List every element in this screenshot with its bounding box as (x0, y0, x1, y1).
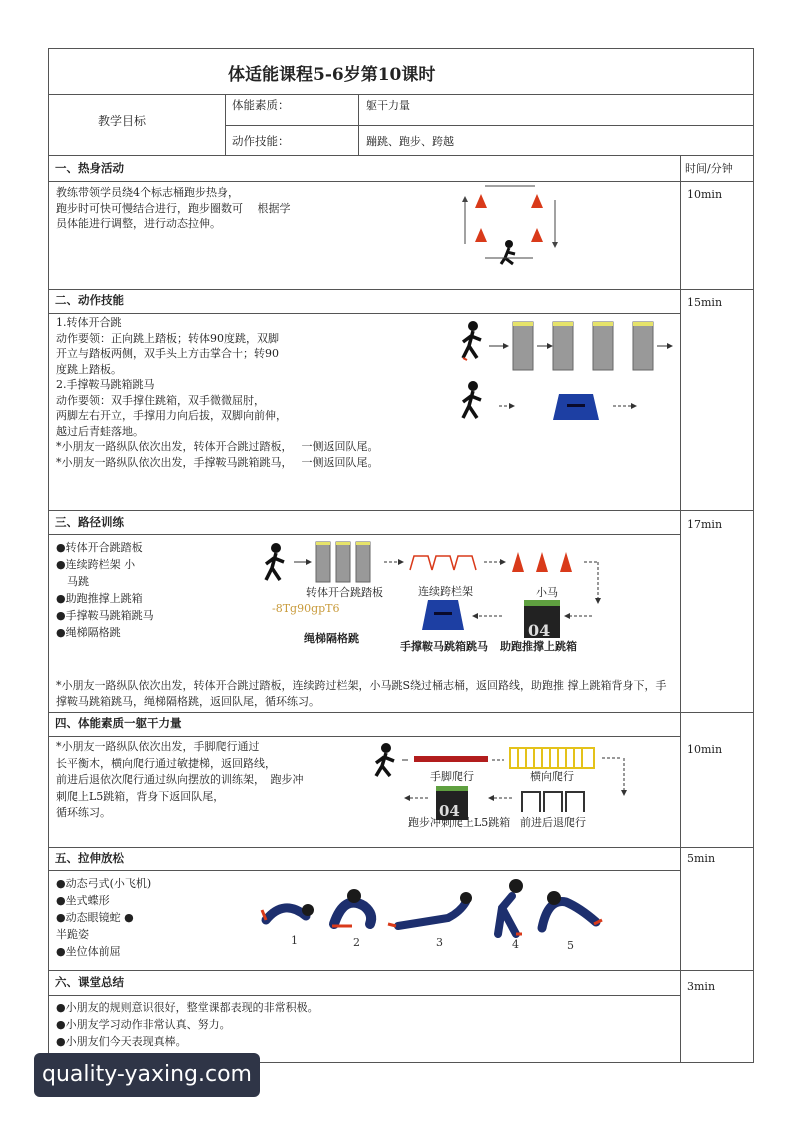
row-line (48, 289, 754, 290)
row-line (48, 313, 680, 314)
pose-figure (262, 904, 314, 920)
row-line (48, 155, 754, 156)
row-line (225, 125, 754, 126)
diagram-label: 跑步冲刺爬上L5跳箱 (408, 816, 511, 829)
section-heading: 五、拉伸放松 (55, 851, 124, 865)
page-title: 体适能课程5-6岁第10课时 (228, 65, 436, 85)
section-heading: 六、课堂总结 (55, 975, 124, 989)
section-time: 10min (687, 743, 723, 756)
time-column-line (680, 155, 681, 1063)
skills-diagram (455, 316, 675, 431)
box-number: 04 (528, 621, 551, 640)
section-heading: 一、热身活动 (55, 161, 124, 175)
row-line (48, 870, 680, 871)
row-line (48, 181, 754, 182)
goal-row1-label: 体能素质： (232, 98, 290, 112)
diagram-label: 转体开合跳踏板 (306, 586, 383, 599)
section-time: 15min (687, 296, 723, 309)
diagram-label: 助跑推撑上跳箱 (500, 640, 577, 653)
diagram-label-code: -8Tg90gpT6 (272, 602, 340, 615)
runner-figure (266, 543, 284, 580)
pose-figure (498, 879, 523, 934)
pose-figure (332, 889, 371, 926)
section-heading: 三、路径训练 (55, 515, 124, 529)
pose-number: 2 (353, 936, 360, 949)
diagram-label: 手脚爬行 (430, 770, 474, 783)
diagram-label: 前进后退爬行 (520, 816, 586, 829)
pose-figure (388, 892, 472, 926)
goal-row2-value: 蹦跳、跑步、跨越 (366, 135, 454, 148)
goal-row1-value: 躯干力量 (366, 99, 410, 112)
section-note: *小朋友一路纵队依次出发，转体开合跳过踏板，连续跨过栏架，小马跳S绕过桶志桶，返回路线，助跑推 撑上跳箱背身下，手 撑鞍马跳箱跳马，绳梯隔格跳，返回队尾，循环练习。 (56, 679, 667, 708)
stretch-poses-diagram (258, 874, 608, 954)
pose-number: 1 (291, 934, 298, 947)
section-heading: 二、动作技能 (55, 293, 124, 307)
runner-figure (463, 321, 481, 360)
pose-number: 4 (512, 938, 519, 951)
section-time: 5min (687, 852, 716, 865)
box-number: 04 (439, 802, 460, 820)
table-border-left (48, 48, 49, 1063)
row-line (48, 847, 754, 848)
diagram-label: 小马 (536, 586, 558, 599)
row-line (48, 712, 754, 713)
section-heading: 四、体能素质一躯干力量 (55, 716, 182, 730)
pose-number: 5 (567, 939, 574, 952)
table-border-right (753, 48, 754, 1063)
goal-row2-label: 动作技能： (232, 134, 290, 148)
row-line (48, 995, 680, 996)
diagram-label: 绳梯隔格跳 (304, 632, 359, 645)
table-border-top (48, 48, 754, 49)
row-line (48, 510, 754, 511)
section-time: 3min (687, 980, 716, 993)
row-line (48, 736, 680, 737)
goals-label: 教学目标 (98, 114, 147, 128)
section-time: 10min (687, 188, 723, 201)
watermark-badge: quality-yaxing.com (34, 1053, 260, 1097)
time-header: 时间/分钟 (685, 162, 733, 175)
diagram-label: 横向爬行 (530, 770, 574, 783)
diagram-label: 手撑鞍马跳箱跳马 (400, 640, 488, 653)
diagram-label: 连续跨栏架 (418, 585, 473, 598)
row-line (48, 970, 754, 971)
runner-figure (463, 381, 481, 418)
warmup-cone-diagram (455, 182, 565, 270)
pose-number: 3 (436, 936, 443, 949)
row-line (48, 94, 754, 95)
section-text: *小朋友一路纵队依次出发，手脚爬行通过 长平衡木，横向爬行通过敏捷梯，返回路线， 前进后退依次爬行通过纵向摆放的训练架， 跑步冲 刺爬上L5跳箱，背身下返回队尾， 循环练习。 (56, 740, 304, 819)
runner-figure (376, 743, 394, 776)
section-bullets: ●动态弓式(小飞机) ●坐式蝶形 ●动态眼镜蛇 ● 半跪姿 ●坐位体前屈 (56, 877, 152, 958)
section-text: 教练带领学员绕4个标志桶跑步热身， 跑步时可快可慢结合进行，跑步圈数可 根据学 员体能进行调整，进行动态拉伸。 (56, 186, 291, 230)
section-bullets: ●转体开合跳踏板 ●连续跨栏架 小 马跳 ●助跑推撑上跳箱 ●手撑鞍马跳箱跳马 ●绳梯隔格跳 (56, 541, 154, 639)
row-line (48, 534, 680, 535)
pose-figure (542, 891, 602, 928)
section-bullets: ●小朋友的规则意识很好，整堂课都表现的非常积极。 ●小朋友学习动作非常认真、努力。 ●小朋友们今天表现真棒。 (56, 1001, 319, 1048)
section-text: 1.转体开合跳 动作要领：正向跳上踏板；转体90度跳，双脚 开立与踏板两侧，双手头上方击掌合十；转90 度跳上踏板。 2.手撑鞍马跳箱跳马 动作要领：双手撑住跳箱，双手微微屈肘， 两脚左右开立，手撑用力向后拔，双脚向前伸， 越过后青蛙落地。 *小朋友一路纵队依次出发，转体开合跳过踏板， 一侧返回队尾。 *小朋友一路纵队依次出发，手撑鞍马跳箱跳马， 一侧返回队尾。 (56, 316, 379, 469)
section-time: 17min (687, 518, 723, 531)
